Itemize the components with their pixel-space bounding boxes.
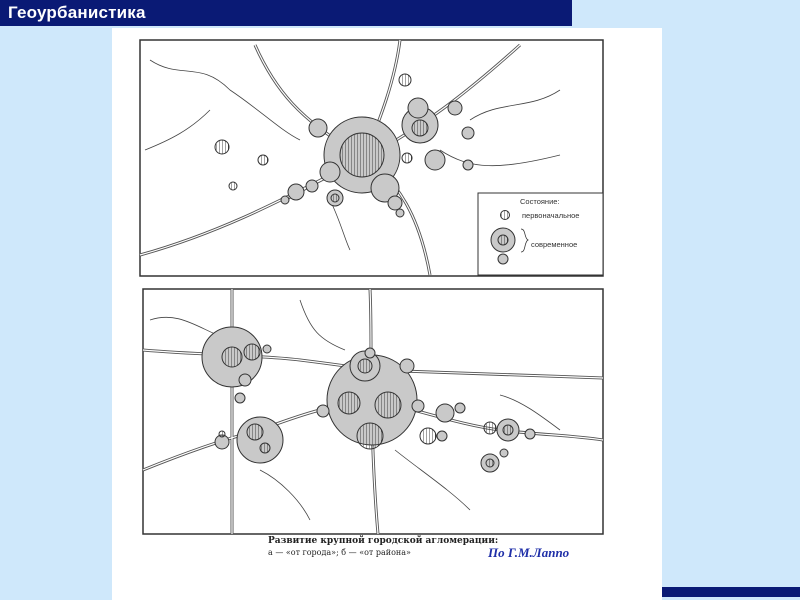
legend-modern-label: современное (531, 240, 578, 249)
legend-title: Состояние: (520, 197, 560, 206)
caption-subtitle: а — «от города»; б — «от района» (268, 548, 411, 557)
legend-initial-label: первоначальное (522, 211, 580, 220)
author-credit: По Г.М.Лаппо (488, 545, 570, 560)
map-b (143, 289, 603, 534)
slide-title: Геоурбанистика (8, 3, 146, 22)
caption-title: Развитие крупной городской агломерации: (268, 536, 499, 546)
